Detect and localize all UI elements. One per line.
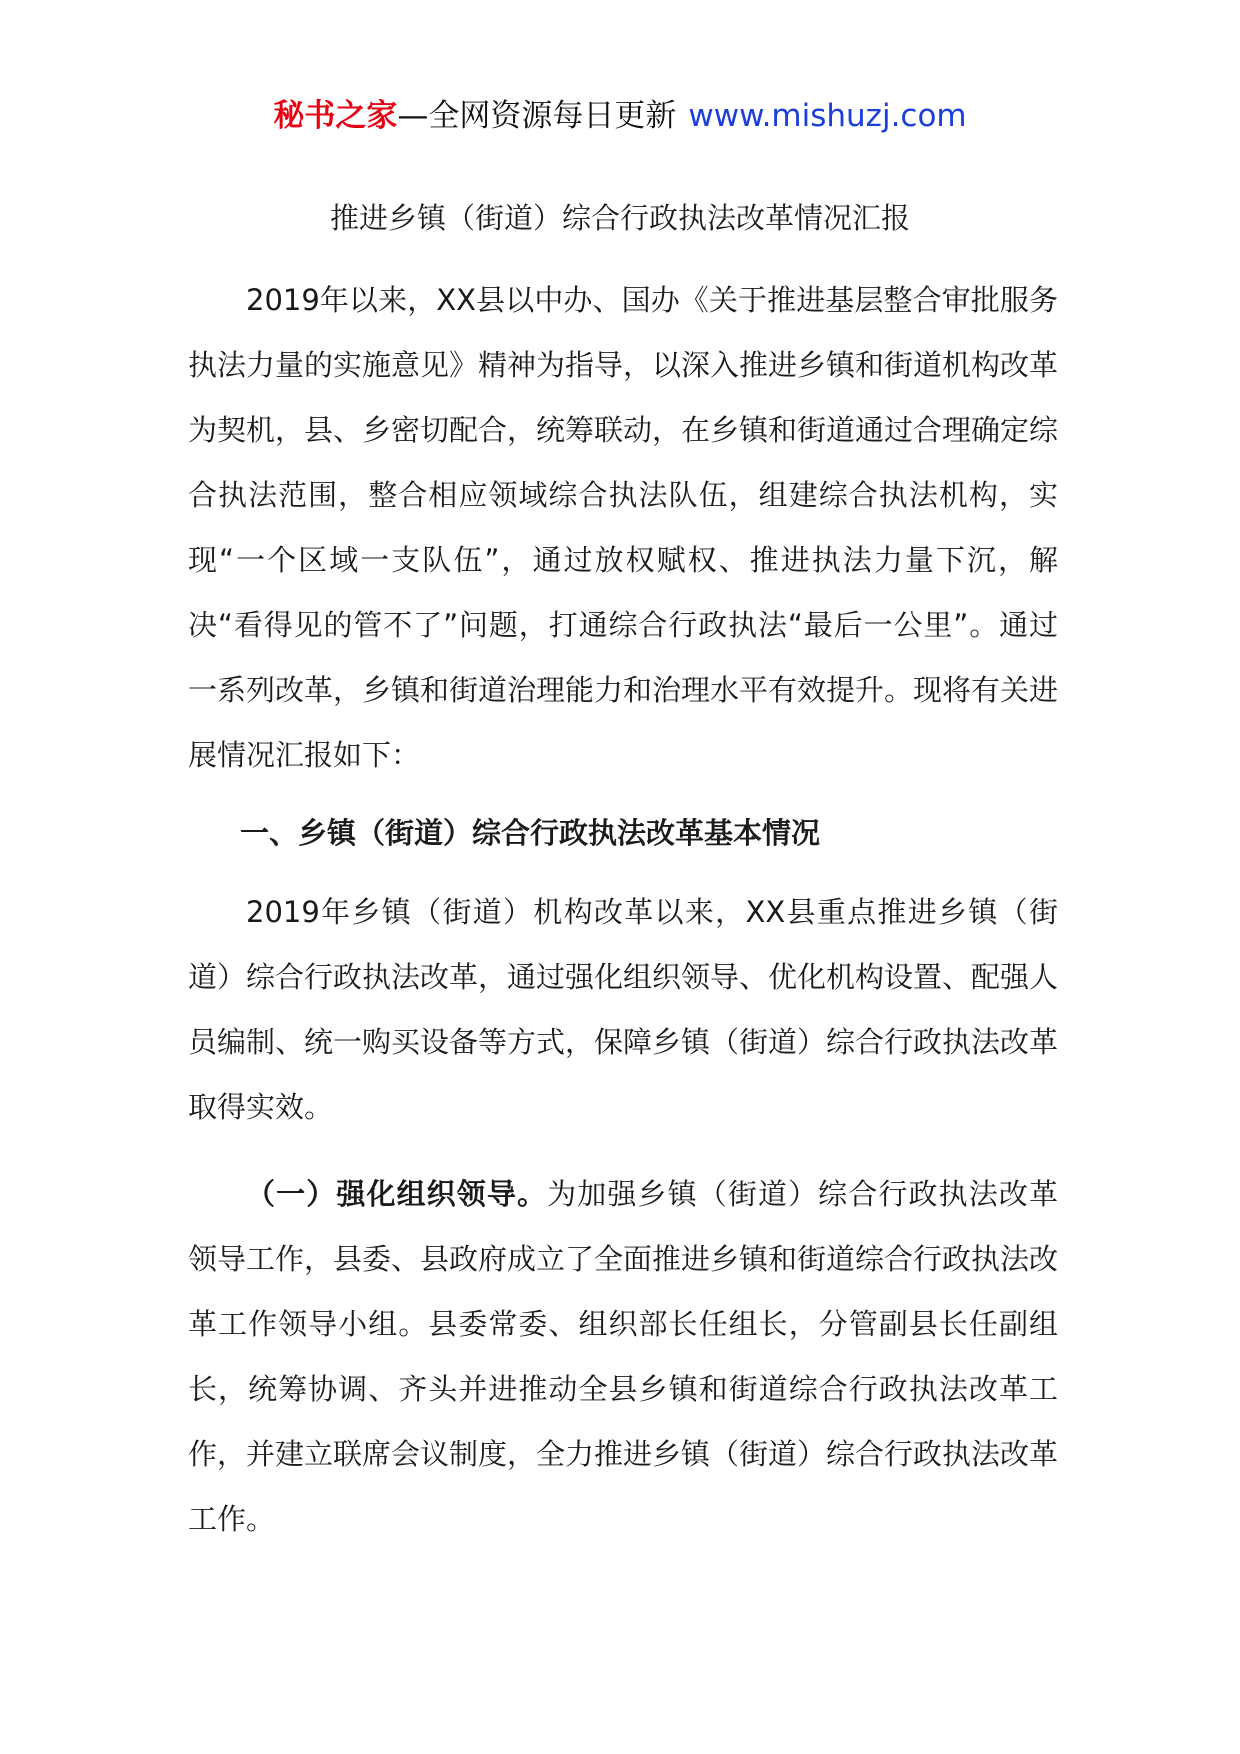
intro-paragraph: 2019年以来，XX县以中办、国办《关于推进基层整合审批服务执法力量的实施意见》精神为指导，以深入推进乡镇和街道机构改革为契机，县、乡密切配合，统筹联动，在乡镇和街道通过合理确定综合执法范围，整合相应领域综合执法队伍，组建综合执法机构，实现“一个区域一支队伍”，通过放权赋权、推进执法力量下沉，解决“看得见的管不了”问题，打通综合行政执法“最后一公里”。通过一系列改革，乡镇和街道治理能力和治理水平有效提升。现将有关进展情况汇报如下： bbox=[188, 283, 1059, 772]
subsection-paragraph bbox=[188, 1162, 1058, 1552]
subsection-body: 为加强乡镇（街道）综合行政执法改革领导工作，县委、县政府成立了全面推进乡镇和街道综合行政执法改革工作领导小组。县委常委、组织部长任组长，分管副县长任副组长，统筹协调、齐头并进推动全县乡镇和街道综合行政执法改革工作，并建立联席会议制度，全力推进乡镇（街道）综合行政执法改革工作。 bbox=[188, 1177, 1059, 1536]
subsection-paragraph-block bbox=[188, 1162, 1058, 1552]
brand-name: 秘书之家 bbox=[273, 98, 398, 134]
header-tagline: —全网资源每日更新 bbox=[397, 98, 677, 134]
site-url: www.mishuzj.com bbox=[688, 98, 967, 134]
section-paragraph: 2019年乡镇（街道）机构改革以来，XX县重点推进乡镇（街道）综合行政执法改革，通过强化组织领导、优化机构设置、配强人员编制、统一购买设备等方式，保障乡镇（街道）综合行政执法改革取得实效。 bbox=[188, 895, 1059, 1124]
intro-paragraph-block bbox=[188, 268, 1058, 788]
section-heading-block bbox=[188, 808, 1058, 858]
site-header bbox=[0, 96, 1240, 136]
document-title: 推进乡镇（街道）综合行政执法改革情况汇报 bbox=[329, 201, 910, 235]
section-paragraph-block bbox=[188, 880, 1058, 1140]
section-heading: 一、乡镇（街道）综合行政执法改革基本情况 bbox=[240, 816, 821, 850]
subsection-title: （一）强化组织领导。 bbox=[246, 1177, 548, 1211]
